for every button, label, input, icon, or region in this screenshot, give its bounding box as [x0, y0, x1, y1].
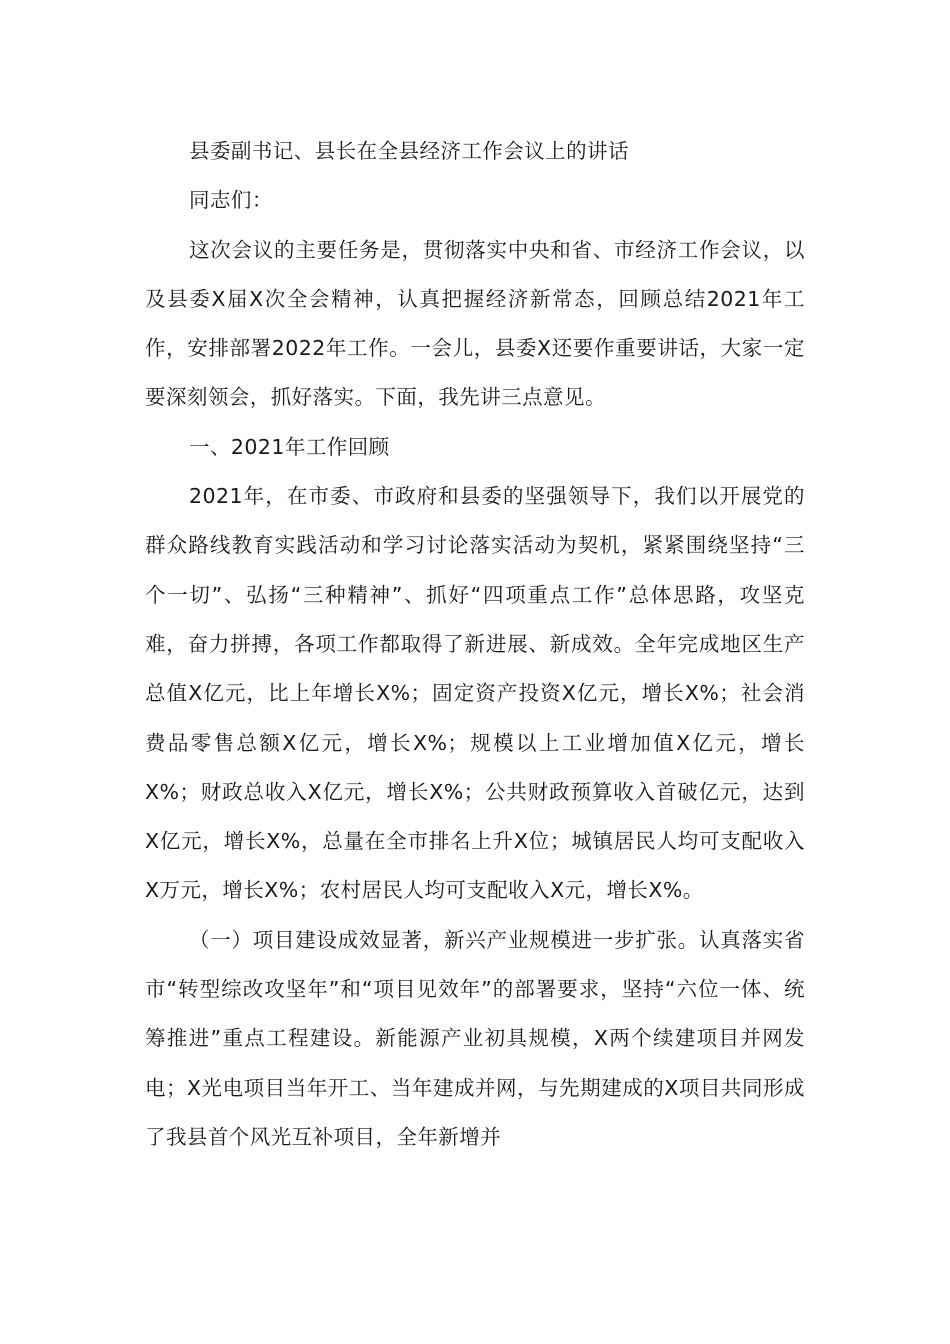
- document-title: 县委副书记、县长在全县经济工作会议上的讲话: [189, 139, 629, 163]
- document-body: [145, 127, 805, 1162]
- salutation: 同志们：: [189, 188, 273, 213]
- paragraph-intro: 这次会议的主要任务是，贯彻落实中央和省、市经济工作会议，以及县委X届X次全会精神，认真把握经济新常态，回顾总结2021年工作，安排部署2022年工作。一会儿，县委X还要作重要讲话，大家一定要深刻领会，抓好落实。下面，我先讲三点意见。: [145, 237, 805, 410]
- paragraph-project-construction: （一）项目建设成效显著，新兴产业规模进一步扩张。认真落实省市“转型综改攻坚年”和“项目见效年”的部署要求，坚持“六位一体、统筹推进”重点工程建设。新能源产业初具规模，X两个续建项目并网发电；X光电项目当年开工、当年建成并网，与先期建成的X项目共同形成了我县首个风光互补项目，全年新增并: [145, 927, 805, 1149]
- section-heading-1: 一、2021年工作回顾: [189, 434, 390, 459]
- paragraph-review: 2021年，在市委、市政府和县委的坚强领导下，我们以开展党的群众路线教育实践活动和学习讨论落实活动为契机，紧紧围绕坚持“三个一切”、弘扬“三种精神”、抓好“四项重点工作”总体思路，攻坚克难，奋力拼搏，各项工作都取得了新进展、新成效。全年完成地区生产总值X亿元，比上年增长X%；固定资产投资X亿元，增长X%；社会消费品零售总额X亿元，增长X%；规模以上工业增加值X亿元，增长X%；财政总收入X亿元，增长X%；公共财政预算收入首破亿元，达到X亿元，增长X%，总量在全市排名上升X位；城镇居民人均可支配收入X万元，增长X%；农村居民人均可支配收入X元，增长X%。: [145, 484, 805, 903]
